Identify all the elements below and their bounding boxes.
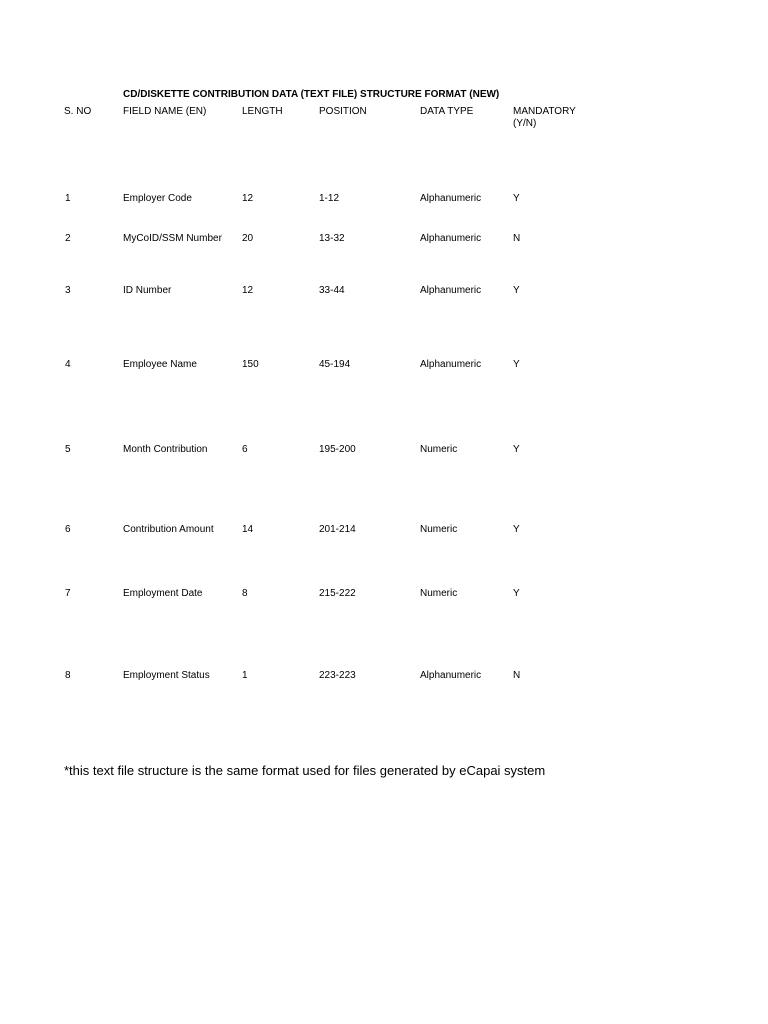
cell-data-type: Alphanumeric	[420, 233, 482, 244]
table-row	[0, 192, 768, 206]
header-mandatory-line2: (Y/N)	[513, 118, 537, 129]
cell-length: 20	[242, 233, 254, 244]
cell-mandatory: N	[513, 233, 521, 244]
cell-sno: 3	[65, 285, 71, 296]
cell-length: 12	[242, 285, 254, 296]
cell-field-name: Employee Name	[123, 359, 197, 370]
cell-sno: 4	[65, 359, 71, 370]
cell-data-type: Alphanumeric	[420, 670, 482, 681]
cell-data-type: Alphanumeric	[420, 285, 482, 296]
cell-mandatory: Y	[513, 285, 520, 296]
cell-sno: 7	[65, 588, 71, 599]
cell-position: 1-12	[319, 193, 340, 204]
cell-field-name: Employment Date	[123, 588, 203, 599]
cell-mandatory: Y	[513, 193, 520, 204]
cell-sno: 2	[65, 233, 71, 244]
cell-position: 215-222	[319, 588, 356, 599]
header-position: POSITION	[319, 106, 367, 117]
cell-field-name: Contribution Amount	[123, 524, 214, 535]
cell-length: 14	[242, 524, 254, 535]
cell-sno: 8	[65, 670, 71, 681]
cell-sno: 5	[65, 444, 71, 455]
cell-length: 150	[242, 359, 259, 370]
table-row	[0, 523, 768, 537]
table-row	[0, 232, 768, 246]
header-field-name: FIELD NAME (EN)	[123, 106, 207, 117]
header-mandatory-line1: MANDATORY	[513, 106, 576, 117]
header-data-type: DATA TYPE	[420, 106, 474, 117]
cell-field-name: ID Number	[123, 285, 172, 296]
table-row	[0, 587, 768, 601]
cell-length: 8	[242, 588, 248, 599]
cell-field-name: MyCoID/SSM Number	[123, 233, 222, 244]
cell-mandatory: Y	[513, 588, 520, 599]
cell-length: 6	[242, 444, 248, 455]
cell-mandatory: Y	[513, 444, 520, 455]
header-sno: S. NO	[64, 106, 92, 117]
cell-length: 12	[242, 193, 254, 204]
cell-sno: 6	[65, 524, 71, 535]
table-row	[0, 443, 768, 457]
cell-length: 1	[242, 670, 248, 681]
cell-position: 13-32	[319, 233, 345, 244]
table-row	[0, 284, 768, 298]
cell-mandatory: N	[513, 670, 521, 681]
header-length: LENGTH	[242, 106, 283, 117]
table-row	[0, 669, 768, 683]
header-mandatory	[513, 106, 576, 130]
cell-data-type: Alphanumeric	[420, 193, 482, 204]
document-title: CD/DISKETTE CONTRIBUTION DATA (TEXT FILE) STRUCTURE FORMAT (NEW)	[123, 89, 500, 100]
cell-position: 223-223	[319, 670, 356, 681]
cell-position: 195-200	[319, 444, 356, 455]
cell-data-type: Numeric	[420, 524, 458, 535]
cell-position: 201-214	[319, 524, 356, 535]
cell-position: 33-44	[319, 285, 345, 296]
cell-data-type: Alphanumeric	[420, 359, 482, 370]
cell-field-name: Month Contribution	[123, 444, 208, 455]
cell-field-name: Employer Code	[123, 193, 192, 204]
cell-sno: 1	[65, 193, 71, 204]
cell-mandatory: Y	[513, 359, 520, 370]
cell-position: 45-194	[319, 359, 351, 370]
cell-data-type: Numeric	[420, 444, 458, 455]
cell-data-type: Numeric	[420, 588, 458, 599]
cell-mandatory: Y	[513, 524, 520, 535]
cell-field-name: Employment Status	[123, 670, 210, 681]
footnote: *this text file structure is the same format used for files generated by eCapai system	[64, 763, 546, 778]
table-row	[0, 358, 768, 372]
